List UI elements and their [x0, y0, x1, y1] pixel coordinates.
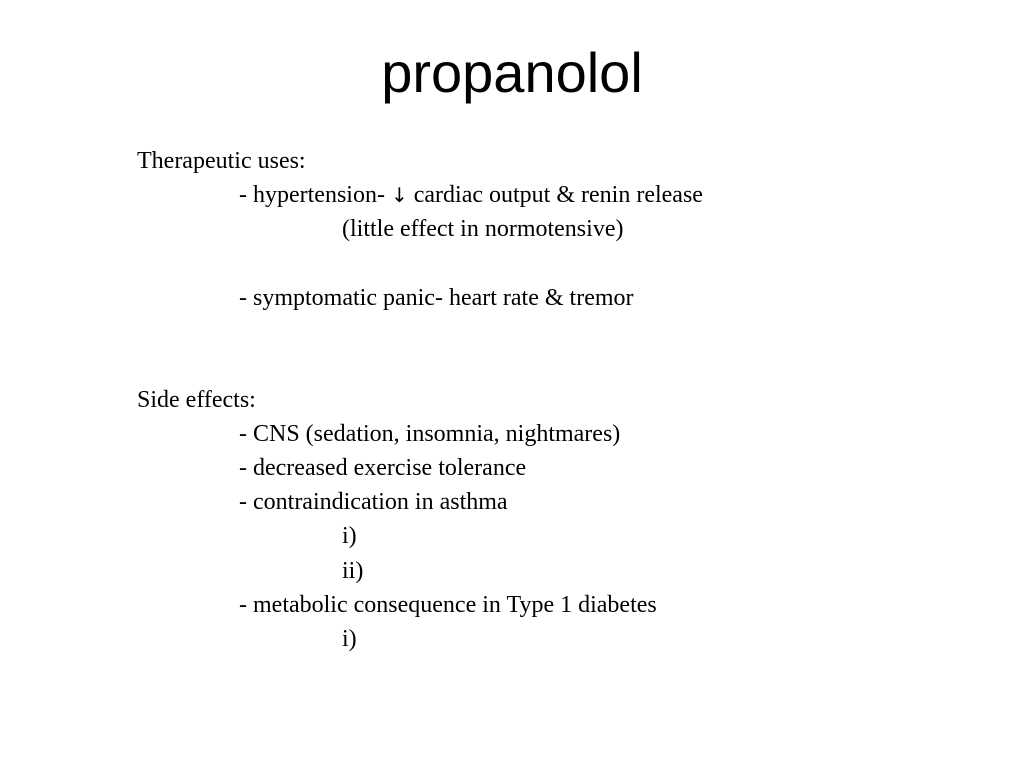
hypertension-note: (little effect in normotensive) — [342, 216, 624, 242]
asthma-subitem-ii: ii) — [342, 558, 364, 584]
slide-title: propanolol — [381, 41, 643, 104]
asthma-item: - contraindication in asthma — [239, 489, 508, 515]
therapeutic-uses-heading: Therapeutic uses: — [137, 148, 306, 174]
down-arrow-icon: ↓ — [390, 183, 408, 207]
side-effects-heading: Side effects: — [137, 387, 256, 413]
hypertension-prefix: - hypertension- — [239, 182, 391, 208]
cns-item: - CNS (sedation, insomnia, nightmares) — [239, 421, 621, 447]
asthma-subitem-i: i) — [342, 523, 357, 549]
diabetes-subitem-i: i) — [342, 626, 357, 652]
panic-item: - symptomatic panic- heart rate & tremor — [239, 285, 634, 311]
diabetes-item: - metabolic consequence in Type 1 diabetes — [239, 592, 657, 618]
hypertension-suffix: cardiac output & renin release — [407, 182, 703, 208]
exercise-item: - decreased exercise tolerance — [239, 455, 527, 481]
hypertension-item — [239, 180, 703, 210]
